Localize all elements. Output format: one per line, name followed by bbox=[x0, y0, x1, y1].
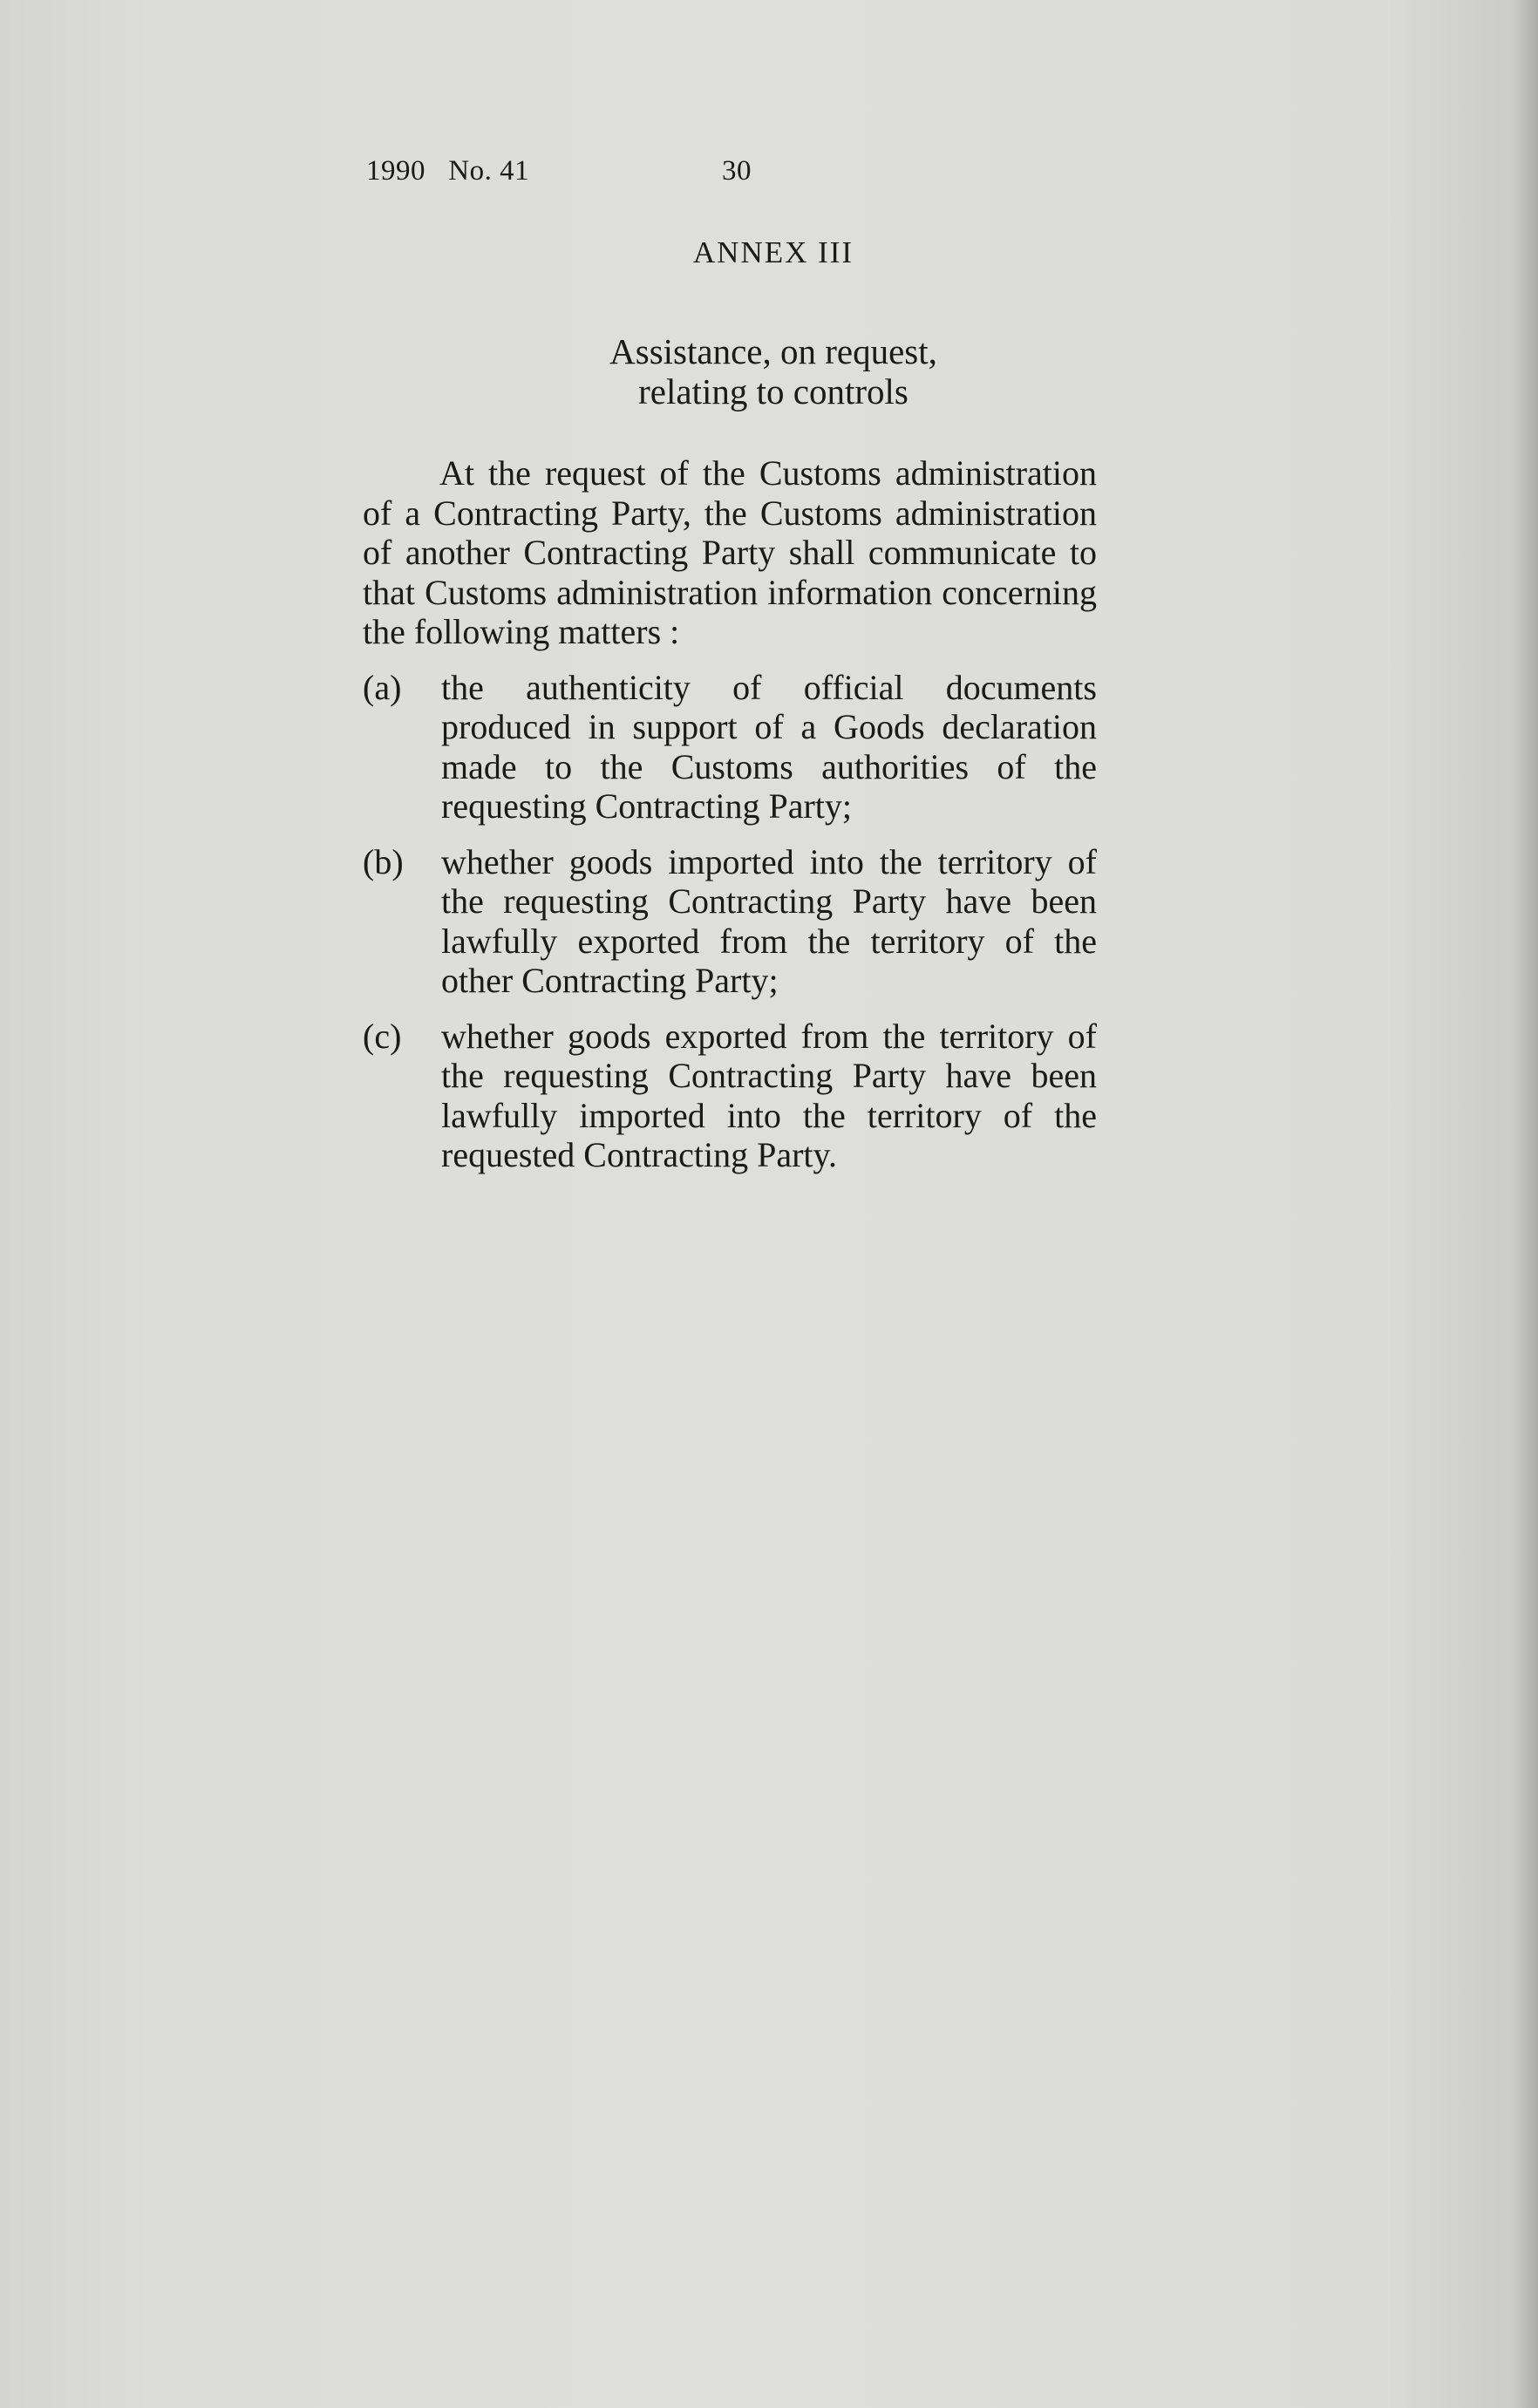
header-page-number: 30 bbox=[722, 155, 752, 187]
intro-paragraph: At the request of the Customs administration of a Contracting Party, the Customs administration of another Contracting Party shall communicate to that Customs administration information concerning the following matters : bbox=[363, 453, 1097, 651]
body-text bbox=[363, 453, 1097, 1191]
list-item-a bbox=[363, 668, 1097, 826]
list-item-label: (a) bbox=[363, 667, 402, 707]
header-year-number: 1990 No. 41 bbox=[366, 155, 530, 187]
list-item-c bbox=[363, 1017, 1097, 1175]
section-heading bbox=[0, 331, 1538, 412]
list-item-label: (b) bbox=[363, 841, 404, 881]
list-item-text: the authenticity of official documents produced in support of a Goods declaration made to the Customs authorities of the requesting Contracting Party; bbox=[441, 667, 1097, 826]
list-item-text: whether goods imported into the territory of the requesting Contracting Party have been lawfully exported from the territory of the other Contracting Party; bbox=[441, 841, 1097, 1000]
list-item-text: whether goods exported from the territory of the requesting Contracting Party have been lawfully imported into the territory of the requested Contracting Party. bbox=[441, 1016, 1097, 1174]
heading-line-1: Assistance, on request, bbox=[609, 331, 937, 371]
list-item-label: (c) bbox=[363, 1016, 402, 1056]
annex-title: ANNEX III bbox=[692, 235, 854, 269]
heading-line-2: relating to controls bbox=[638, 371, 909, 412]
list-item-b bbox=[363, 842, 1097, 1001]
